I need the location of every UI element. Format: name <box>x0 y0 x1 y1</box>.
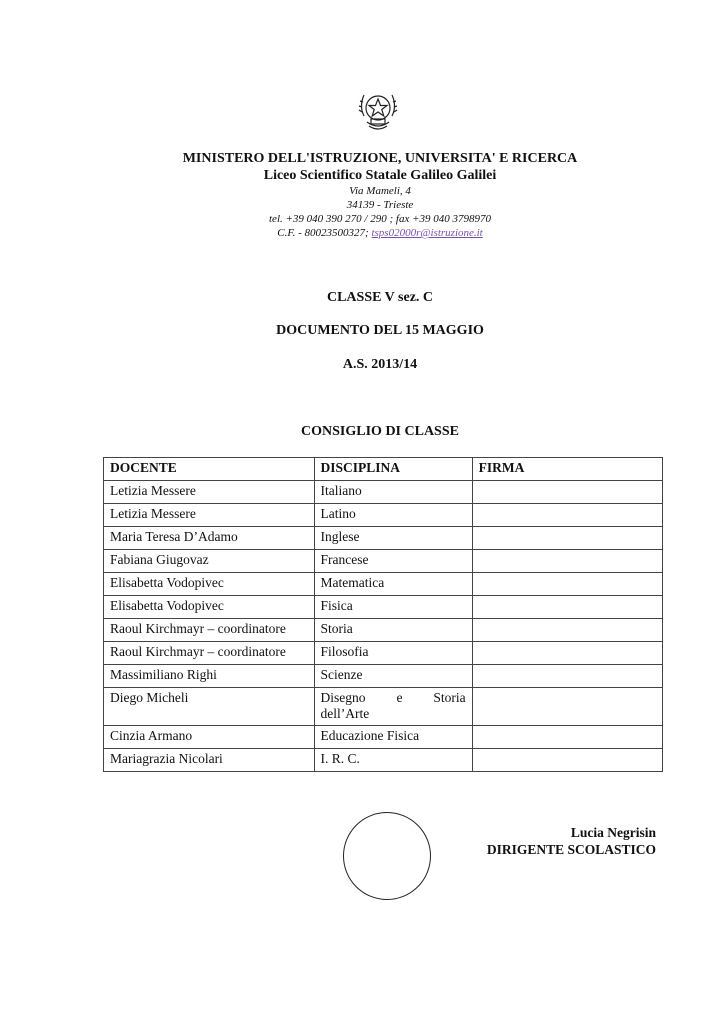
school-city: 34139 - Trieste <box>346 199 414 211</box>
table-row <box>104 481 663 504</box>
official-stamp-circle <box>343 812 431 900</box>
teacher-cell: Maria Teresa D’Adamo <box>104 527 315 550</box>
teacher-cell: Letizia Messere <box>104 481 315 504</box>
teacher-cell: Raoul Kirchmayr – coordinatore <box>104 619 315 642</box>
signature-cell <box>472 481 662 504</box>
school-year: A.S. 2013/14 <box>342 357 418 372</box>
teacher-cell: Elisabetta Vodopivec <box>104 596 315 619</box>
teacher-cell: Diego Micheli <box>104 688 315 726</box>
table-row <box>104 550 663 573</box>
table-row <box>104 504 663 527</box>
school-phone: tel. +39 040 390 270 / 290 ; fax +39 040 3798970 <box>269 213 491 225</box>
signature-cell <box>472 550 662 573</box>
teacher-cell: Cinzia Armano <box>104 726 315 749</box>
table-row <box>104 527 663 550</box>
signature-cell <box>472 619 662 642</box>
school-email-link[interactable]: tsps02000r@istruzione.it <box>371 227 483 239</box>
teacher-cell: Raoul Kirchmayr – coordinatore <box>104 642 315 665</box>
signature-cell <box>472 726 662 749</box>
principal-role: DIRIGENTE SCOLASTICO <box>486 842 656 857</box>
school-header <box>0 150 725 240</box>
class-title: CLASSE V sez. C <box>326 290 434 305</box>
signature-cell <box>472 749 662 772</box>
table-row <box>104 726 663 749</box>
teacher-cell: Fabiana Giugovaz <box>104 550 315 573</box>
subject-cell: Educazione Fisica <box>314 726 472 749</box>
table-row <box>104 596 663 619</box>
principal-name: Lucia Negrisin <box>570 825 656 840</box>
school-cf-line <box>0 226 725 240</box>
subject-cell: Latino <box>314 504 472 527</box>
subject-line-1 <box>321 690 466 706</box>
table-row <box>104 619 663 642</box>
table-row <box>104 688 663 726</box>
teacher-cell: Elisabetta Vodopivec <box>104 573 315 596</box>
subject-cell: Filosofia <box>314 642 472 665</box>
table-row <box>104 665 663 688</box>
subject-cell: I. R. C. <box>314 749 472 772</box>
signature-cell <box>472 596 662 619</box>
signature-cell <box>472 504 662 527</box>
table-header-row <box>104 458 663 481</box>
council-table <box>103 457 663 772</box>
subject-cell: Inglese <box>314 527 472 550</box>
signature-cell <box>472 642 662 665</box>
document-title: DOCUMENTO DEL 15 MAGGIO <box>276 323 484 338</box>
subject-cell: Scienze <box>314 665 472 688</box>
republic-emblem-icon <box>355 86 401 136</box>
signature-cell <box>472 665 662 688</box>
school-cf: C.F. - 80023500327; <box>277 227 369 239</box>
subject-cell <box>314 688 472 726</box>
school-street: Via Mameli, 4 <box>349 185 411 197</box>
teacher-cell: Letizia Messere <box>104 504 315 527</box>
subject-cell: Francese <box>314 550 472 573</box>
table-row <box>104 642 663 665</box>
subject-cell: Italiano <box>314 481 472 504</box>
signature-cell <box>472 573 662 596</box>
subject-cell: Matematica <box>314 573 472 596</box>
subject-word: Disegno <box>320 690 366 705</box>
ministry-name: MINISTERO DELL'ISTRUZIONE, UNIVERSITA' E RICERCA <box>182 151 578 166</box>
table-row <box>104 573 663 596</box>
header-subject: DISCIPLINA <box>314 458 472 481</box>
signature-cell <box>472 527 662 550</box>
subject-cell: Storia <box>314 619 472 642</box>
subject-cell: Fisica <box>314 596 472 619</box>
subject-word: e <box>396 690 403 705</box>
header-teacher: DOCENTE <box>104 458 315 481</box>
teacher-cell: Massimiliano Righi <box>104 665 315 688</box>
teacher-cell: Mariagrazia Nicolari <box>104 749 315 772</box>
subject-word: Storia <box>433 690 466 705</box>
school-name: Liceo Scientifico Statale Galileo Galilei <box>263 168 497 183</box>
signature-cell <box>472 688 662 726</box>
council-title: CONSIGLIO DI CLASSE <box>301 424 459 439</box>
subject-line-2: dell’Arte <box>320 706 370 721</box>
principal-signature-block <box>487 824 656 858</box>
header-signature: FIRMA <box>472 458 662 481</box>
table-row <box>104 749 663 772</box>
